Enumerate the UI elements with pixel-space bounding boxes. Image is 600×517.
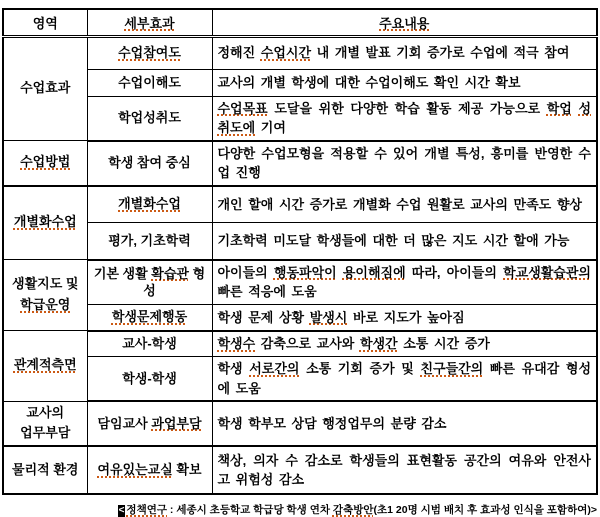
detail-cell-spacious-classroom — [87, 446, 212, 494]
content-cell-understanding — [212, 69, 597, 96]
text-run: 아이들의 — [217, 264, 274, 280]
text-run: 기여 — [255, 120, 286, 135]
text-run: 학생-학생 — [122, 370, 177, 386]
content-cell-achievement — [212, 96, 597, 141]
content-cell-homeroom-burden — [212, 401, 597, 446]
detail-cell-homeroom-burden — [87, 401, 212, 446]
text-run: 도달을 위한 다양한 학습 활동 제공 가능으로 — [267, 100, 547, 116]
detail-cell-problem-behavior — [87, 305, 212, 331]
content-cell-teacher-student — [212, 331, 597, 357]
content-cell-life-habits — [212, 260, 597, 305]
text-run: 평가, 기초학력 — [108, 232, 191, 248]
content-cell-student-student — [212, 357, 597, 402]
detail-cell-participation — [87, 36, 212, 69]
misspelled-text-run: 수업목표 — [217, 100, 268, 116]
text-run: 따라, 아이들의 — [405, 264, 504, 280]
misspelled-text-run: 행동파악이 — [273, 264, 337, 280]
misspelled-text-run: 수업시간 — [260, 45, 312, 61]
text-run: 학생 참여 중심 — [108, 155, 191, 171]
table-row — [3, 446, 597, 494]
text-run: 개인 할애 시간 증가로 개별화 수업 원활로 교사의 만족도 향상 — [217, 196, 582, 212]
text-run: 학업성취도 — [118, 110, 181, 126]
table-row — [3, 141, 597, 186]
detail-cell-student-centered — [87, 141, 212, 186]
content-cell-spacious-classroom — [212, 446, 597, 494]
text-run: 학생 학부모 상담 행정업무의 분량 감소 — [217, 415, 447, 431]
misspelled-text-run: 학업 — [546, 100, 572, 116]
table-row — [3, 331, 597, 357]
misspelled-text-run: 용이해짐에 — [342, 264, 406, 280]
misspelled-text-run: 정책연구 — [126, 504, 167, 517]
caption-text — [126, 504, 597, 516]
misspelled-text-run: 주요내용 — [379, 15, 430, 31]
detail-cell-life-habits — [87, 260, 212, 305]
misspelled-text-run: 발생시 — [309, 309, 348, 325]
misspelled-text-run: 학생간 — [359, 336, 398, 351]
table-row — [3, 260, 597, 305]
text-run: 교사-학생 — [122, 335, 177, 351]
misspelled-text-run: 세부효과 — [124, 15, 175, 31]
text-run: 바로 지도가 높아짐 — [347, 309, 465, 325]
text-run: 교사의 — [26, 404, 65, 420]
misspelled-text-run: 수업방법 — [20, 154, 71, 170]
area-cell-teaching-method — [3, 141, 87, 186]
content-cell-student-centered — [212, 141, 597, 186]
header-cell-area — [3, 9, 87, 36]
area-cell-class-effect — [3, 36, 87, 141]
content-cell-basic-academics — [212, 223, 597, 260]
content-cell-participation — [212, 36, 597, 69]
misspelled-text-run: 학교생활습관의 — [503, 264, 591, 280]
selection-marker: < — [118, 505, 125, 517]
text-run: 생활지도 및 — [12, 276, 79, 292]
table-header-row — [3, 9, 597, 36]
text-run: 학생 문제 상황 — [217, 309, 310, 325]
misspelled-text-run: 친구들간의 — [420, 361, 484, 376]
misspelled-text-run: 감축방안 — [332, 504, 374, 517]
table-row — [3, 69, 597, 96]
area-cell-teacher-workload — [3, 401, 87, 446]
detail-cell-individualized — [87, 186, 212, 223]
misspelled-text-run: 학생문제행동 — [111, 309, 188, 325]
misspelled-text-run: 서로간의 — [249, 361, 300, 376]
text-run: 교사의 개별 학생에 대한 수업이해도 확인 시간 확보 — [217, 74, 521, 90]
text-run: : 세종시 초등학교 학급당 학생 연차 — [167, 504, 333, 517]
text-run: 영역 — [32, 15, 58, 31]
table-row — [3, 401, 597, 446]
text-run: 빠른 적응에 도움 — [217, 284, 317, 300]
text-run: 정해진 — [217, 45, 261, 61]
area-cell-physical-environment — [3, 446, 87, 494]
table-row — [3, 96, 597, 141]
text-run: 수업이해도 — [118, 74, 181, 90]
table-row — [3, 223, 597, 260]
area-cell-individualized — [3, 186, 87, 260]
text-run: 기본 생활 — [93, 265, 152, 281]
misspelled-text-run: 개별화수업 — [118, 196, 181, 212]
detail-cell-understanding — [87, 69, 212, 96]
text-run: 수업효과 — [20, 80, 71, 96]
table-row — [3, 357, 597, 402]
area-cell-relational — [3, 331, 87, 402]
text-run: 물리적 환경 — [12, 461, 79, 477]
text-run: 다양한 수업모형을 적용할 수 있어 개별 특성, 흥미를 반영한 수업 진행 — [217, 145, 591, 180]
detail-cell-basic-academics — [87, 223, 212, 260]
text-run: 학생 — [217, 361, 250, 376]
text-run: 업무부담 — [20, 425, 71, 441]
header-cell-detail-effect — [87, 9, 212, 36]
misspelled-text-run: 개별화수업 — [13, 214, 77, 230]
table-row — [3, 186, 597, 223]
text-run: 담임교사 — [97, 415, 152, 431]
misspelled-text-run: 성취도에 — [217, 100, 591, 135]
text-run: 소통 기회 증가 및 — [299, 361, 421, 376]
content-cell-problem-behavior — [212, 305, 597, 331]
source-caption — [0, 502, 600, 517]
content-cell-individualized — [212, 186, 597, 223]
detail-cell-teacher-student — [87, 331, 212, 357]
table-row — [3, 36, 597, 69]
table-row — [3, 305, 597, 331]
area-cell-guidance — [3, 260, 87, 331]
text-run: 기초학력 미도달 학생들에 대한 더 많은 지도 시간 할애 가능 — [217, 233, 570, 248]
text-run: 내 개별 발표 기회 증가로 수업에 적극 참여 — [311, 45, 570, 61]
detail-cell-student-student — [87, 357, 212, 402]
detail-cell-achievement — [87, 96, 212, 141]
text-run: 확보 — [172, 462, 202, 478]
misspelled-text-run: 학급운영 — [20, 297, 71, 312]
effects-table — [2, 8, 598, 495]
misspelled-text-run: 학생수 — [217, 336, 256, 351]
text-run: 소통 시간 증가 — [397, 336, 490, 351]
header-cell-main-content — [212, 9, 597, 36]
misspelled-text-run: 수업참여도 — [118, 45, 181, 61]
misspelled-text-run: 확습관 — [151, 265, 189, 281]
text-run: (초1 20명 시범 배치 후 효과성 인식을 포함하여)> — [373, 504, 597, 517]
misspelled-text-run: 과업부담 — [151, 415, 202, 431]
text-run: 빠른 유대감 형성에 도움 — [217, 361, 591, 396]
text-run: 책상, 의자 수 감소로 학생들의 표현활동 공간의 여유와 안전사고 위험성 감소 — [217, 452, 591, 488]
text-run: 감축으로 교사와 — [255, 336, 360, 351]
misspelled-text-run: 관계적측면 — [13, 357, 77, 373]
misspelled-text-run: 여유있는교실 — [97, 462, 173, 478]
text-run: 형성 — [143, 265, 206, 299]
